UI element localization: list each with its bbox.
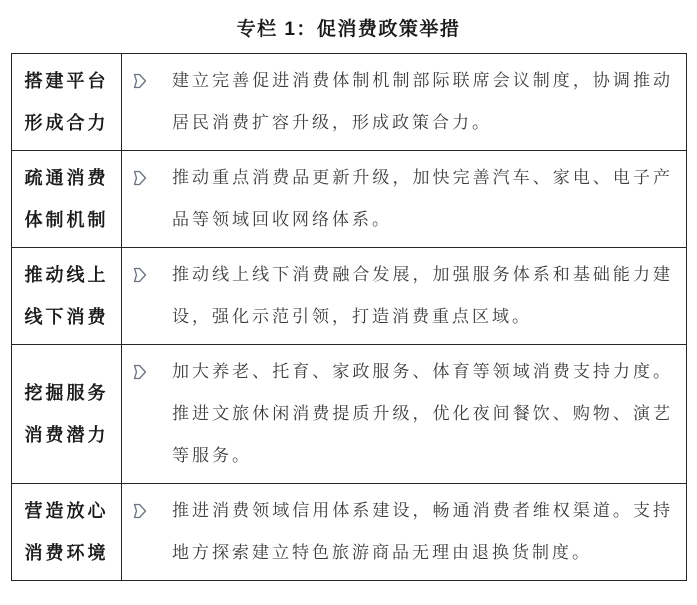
pentagon-right-arrow-icon [132,364,147,380]
row-content-text: 推动重点消费品更新升级，加快完善汽车、家电、电子产品等领域回收网络体系。 [172,168,673,229]
row-label [12,151,122,248]
table-row [12,484,687,581]
row-content-text: 加大养老、托育、家政服务、体育等领域消费支持力度。推进文旅休闲消费提质升级，优化夜间餐饮、购物、演艺等服务。 [172,362,673,465]
row-content-text: 建立完善促进消费体制机制部际联席会议制度，协调推动居民消费扩容升级，形成政策合力。 [172,71,673,132]
table-row [12,248,687,345]
row-label [12,248,122,345]
row-content-cell [122,248,687,345]
table-row [12,54,687,151]
pentagon-right-arrow-icon [132,503,147,519]
pentagon-right-arrow-icon [132,170,147,186]
row-label-line: 疏通消费 [24,168,109,188]
row-content-text: 推进消费领域信用体系建设，畅通消费者维权渠道。支持地方探索建立特色旅游商品无理由退换货制度。 [172,501,673,562]
table-row [12,151,687,248]
row-label [12,54,122,151]
row-label-line: 形成合力 [24,113,109,133]
row-label-line: 消费环境 [24,543,109,563]
row-label-line: 营造放心 [24,501,109,521]
row-label-line: 挖掘服务 [24,383,109,403]
row-content-cell [122,151,687,248]
row-content-cell [122,484,687,581]
row-label-line: 体制机制 [24,210,109,230]
row-label-line: 线下消费 [24,307,109,327]
row-label-line: 推动线上 [24,265,109,285]
row-label [12,345,122,484]
row-content-cell [122,345,687,484]
row-label-line: 消费潜力 [24,425,109,445]
pentagon-right-arrow-icon [132,73,147,89]
table-row [12,345,687,484]
row-label [12,484,122,581]
policy-measures-table [11,53,687,581]
page-title: 专栏 1：促消费政策举措 [236,19,461,40]
row-label-line: 搭建平台 [24,71,109,91]
pentagon-right-arrow-icon [132,267,147,283]
row-content-text: 推动线上线下消费融合发展，加强服务体系和基础能力建设，强化示范引领，打造消费重点区域。 [172,265,673,326]
row-content-cell [122,54,687,151]
